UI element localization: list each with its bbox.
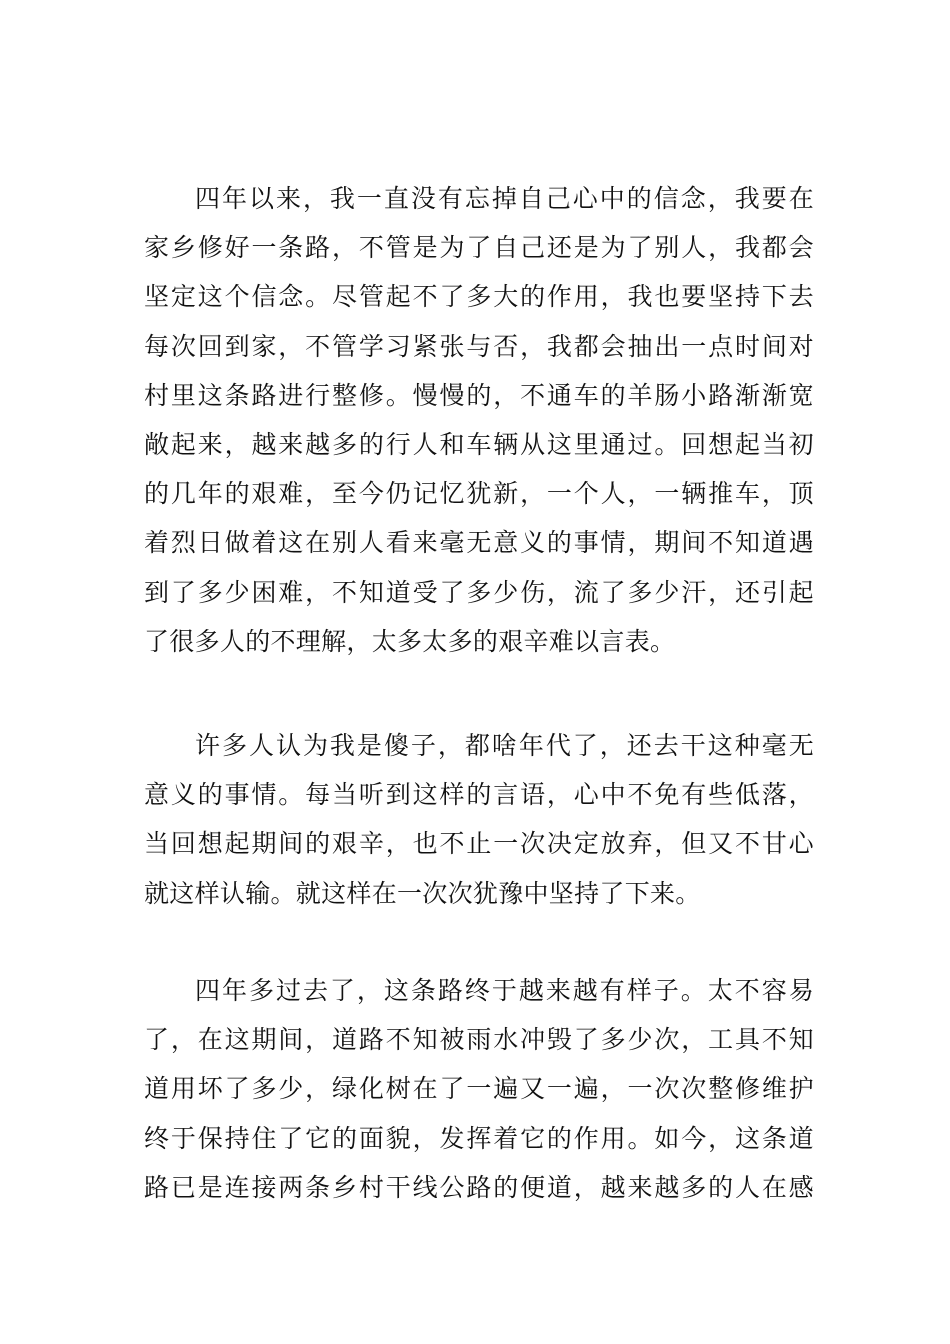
paragraph-3 [144, 966, 814, 1212]
text-line: 每次回到家，不管学习紧张与否，我都会抽出一点时间对 [144, 331, 814, 361]
text-line: 了很多人的不理解，太多太多的艰辛难以言表。 [144, 626, 676, 656]
paragraph-1 [144, 174, 814, 666]
text-line: 敞起来，越来越多的行人和车辆从这里通过。回想起当初 [144, 429, 814, 459]
text-line: 四年多过去了，这条路终于越来越有样子。太不容易 [195, 976, 814, 1005]
text-line: 路已是连接两条乡村干线公路的便道，越来越多的人在感 [144, 1172, 814, 1202]
paragraph-2 [144, 721, 814, 918]
text-line: 家乡修好一条路，不管是为了自己还是为了别人，我都会 [144, 233, 814, 263]
text-line: 了，在这期间，道路不知被雨水冲毁了多少次，工具不知 [144, 1025, 814, 1055]
text-line: 四年以来，我一直没有忘掉自己心中的信念，我要在 [195, 184, 814, 213]
text-line: 坚定这个信念。尽管起不了多大的作用，我也要坚持下去 [144, 282, 814, 312]
text-line: 终于保持住了它的面貌，发挥着它的作用。如今，这条道 [144, 1123, 814, 1153]
text-line: 意义的事情。每当听到这样的言语，心中不免有些低落， [144, 780, 814, 810]
text-line: 就这样认输。就这样在一次次犹豫中坚持了下来。 [144, 878, 701, 908]
text-line: 的几年的艰难，至今仍记忆犹新，一个人，一辆推车，顶 [144, 479, 814, 509]
text-line: 村里这条路进行整修。慢慢的，不通车的羊肠小路渐渐宽 [144, 380, 814, 410]
text-line: 道用坏了多少，绿化树在了一遍又一遍，一次次整修维护 [144, 1074, 814, 1104]
text-line: 到了多少困难，不知道受了多少伤，流了多少汗，还引起 [144, 577, 814, 607]
text-line: 许多人认为我是傻子，都啥年代了，还去干这种毫无 [195, 731, 814, 760]
text-line: 当回想起期间的艰辛，也不止一次决定放弃，但又不甘心 [144, 829, 814, 859]
text-line: 着烈日做着这在别人看来毫无意义的事情，期间不知道遇 [144, 528, 814, 558]
